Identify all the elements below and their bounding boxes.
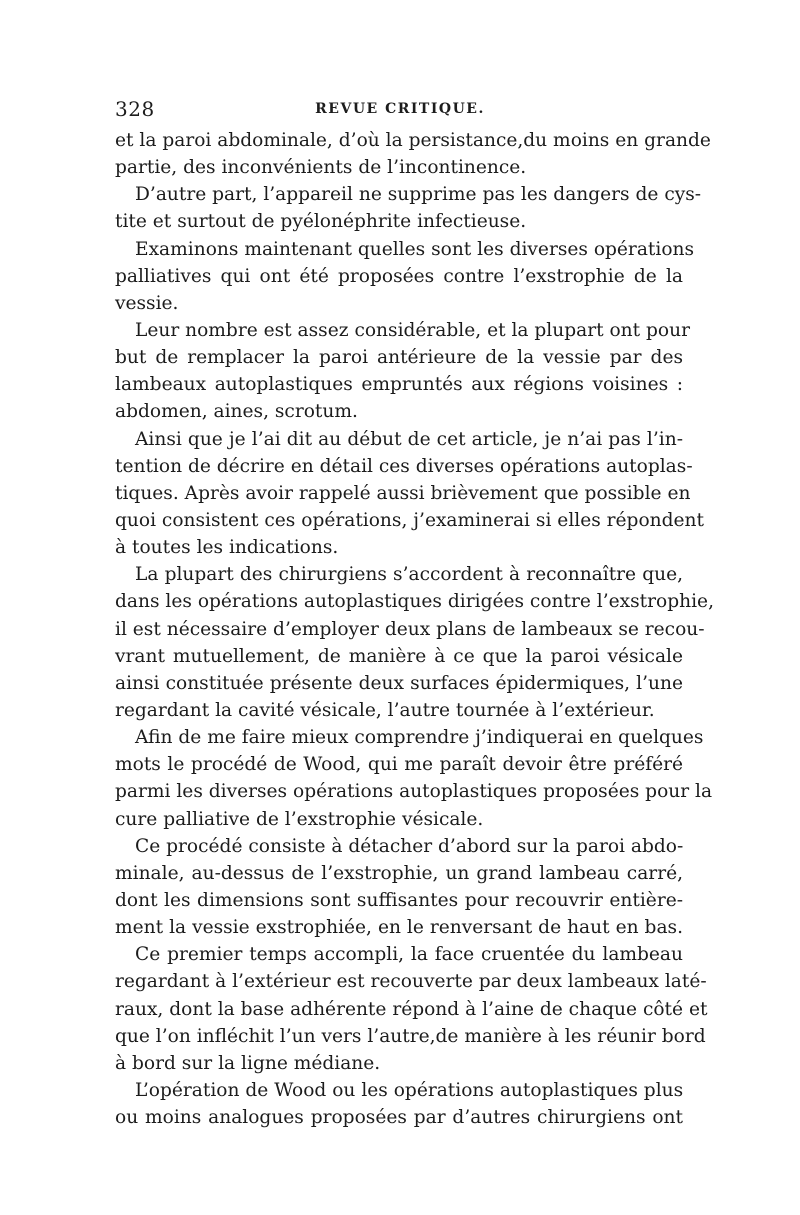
text-line: dont les dimensions sont suffisantes pour recouvrir entière- (115, 889, 683, 911)
text-line: cure palliative de l’exstrophie vésicale. (115, 808, 484, 830)
text-line: ment la vessie exstrophiée, en le renversant de haut en bas. (115, 917, 683, 939)
text-line: partie, des inconvénients de l’incontinence. (115, 157, 527, 179)
running-title: REVUE CRITIQUE. (315, 101, 485, 117)
paragraph (115, 317, 690, 426)
text-line: lambeaux autoplastiques empruntés aux régions voisines : (115, 374, 683, 396)
text-line: Ce procédé consiste à détacher d’abord sur la paroi abdo- (135, 835, 684, 857)
text-line: ou moins analogues proposées par d’autres chirurgiens ont (115, 1107, 683, 1129)
text-line: Examinons maintenant quelles sont les diverses opérations (135, 238, 695, 260)
text-line: à toutes les indications. (115, 537, 339, 559)
text-line: tention de décrire en détail ces diverses opérations autoplas- (115, 455, 693, 477)
text-line: quoi consistent ces opérations, j’examinerai si elles répondent (115, 509, 704, 531)
text-line: Afin de me faire mieux comprendre j’indiquerai en quelques (135, 727, 704, 749)
text-line: ainsi constituée présente deux surfaces épidermiques, l’une (115, 672, 683, 694)
text-line: dans les opérations autoplastiques dirigées contre l’exstrophie, (115, 591, 714, 613)
text-line: La plupart des chirurgiens s’accordent à reconnaître que, (135, 564, 683, 586)
text-line: il est nécessaire d’employer deux plans de lambeaux se recou- (115, 618, 705, 640)
text-line: L’opération de Wood ou les opérations autoplastiques plus (135, 1079, 684, 1101)
text-line: raux, dont la base adhérente répond à l’aine de chaque côté et (115, 998, 708, 1020)
text-line: mots le procédé de Wood, qui me paraît devoir être préféré (115, 754, 683, 776)
text-line: parmi les diverses opérations autoplastiques proposées pour la (115, 781, 713, 803)
paragraph (115, 833, 683, 942)
text-line: Ce premier temps accompli, la face cruentée du lambeau (135, 944, 683, 966)
text-line: tiques. Après avoir rappelé aussi brièvement que possible en (115, 482, 691, 504)
text-line: vrant mutuellement, de manière à ce que la paroi vésicale (115, 645, 683, 667)
text-line: Leur nombre est assez considérable, et la plupart ont pour (135, 319, 690, 341)
body-text (115, 127, 714, 1131)
text-line: vessie. (115, 292, 179, 314)
paragraph (115, 426, 704, 562)
text-line: Ainsi que je l’ai dit au début de cet article, je n’ai pas l’in- (135, 428, 683, 450)
text-line: que l’on infléchit l’un vers l’autre,de manière à les réunir bord (115, 1025, 706, 1047)
text-line: but de remplacer la paroi antérieure de la vessie par des (115, 347, 683, 369)
text-line: abdomen, aines, scrotum. (115, 401, 358, 423)
text-line: tite et surtout de pyélonéphrite infectieuse. (115, 211, 527, 233)
text-line: regardant la cavité vésicale, l’autre tournée à l’extérieur. (115, 699, 655, 721)
text-line: à bord sur la ligne médiane. (115, 1052, 381, 1074)
text-line: regardant à l’extérieur est recouverte par deux lambeaux laté- (115, 971, 707, 993)
paragraph (115, 181, 702, 235)
paragraph (115, 236, 695, 317)
text-line: et la paroi abdominale, d’où la persistance,du moins en grande (115, 130, 711, 151)
paragraph (115, 561, 714, 724)
page-header (115, 96, 685, 122)
text-line: D’autre part, l’appareil ne supprime pas les dangers de cys- (135, 184, 702, 206)
page-number: 328 (115, 97, 155, 121)
text-line: palliatives qui ont été proposées contre l’exstrophie de la (115, 265, 683, 287)
paragraph (115, 941, 708, 1077)
paragraph (115, 724, 713, 833)
paragraph (115, 127, 711, 181)
text-line: minale, au-dessus de l’exstrophie, un grand lambeau carré, (115, 862, 683, 884)
paragraph (115, 1077, 683, 1131)
